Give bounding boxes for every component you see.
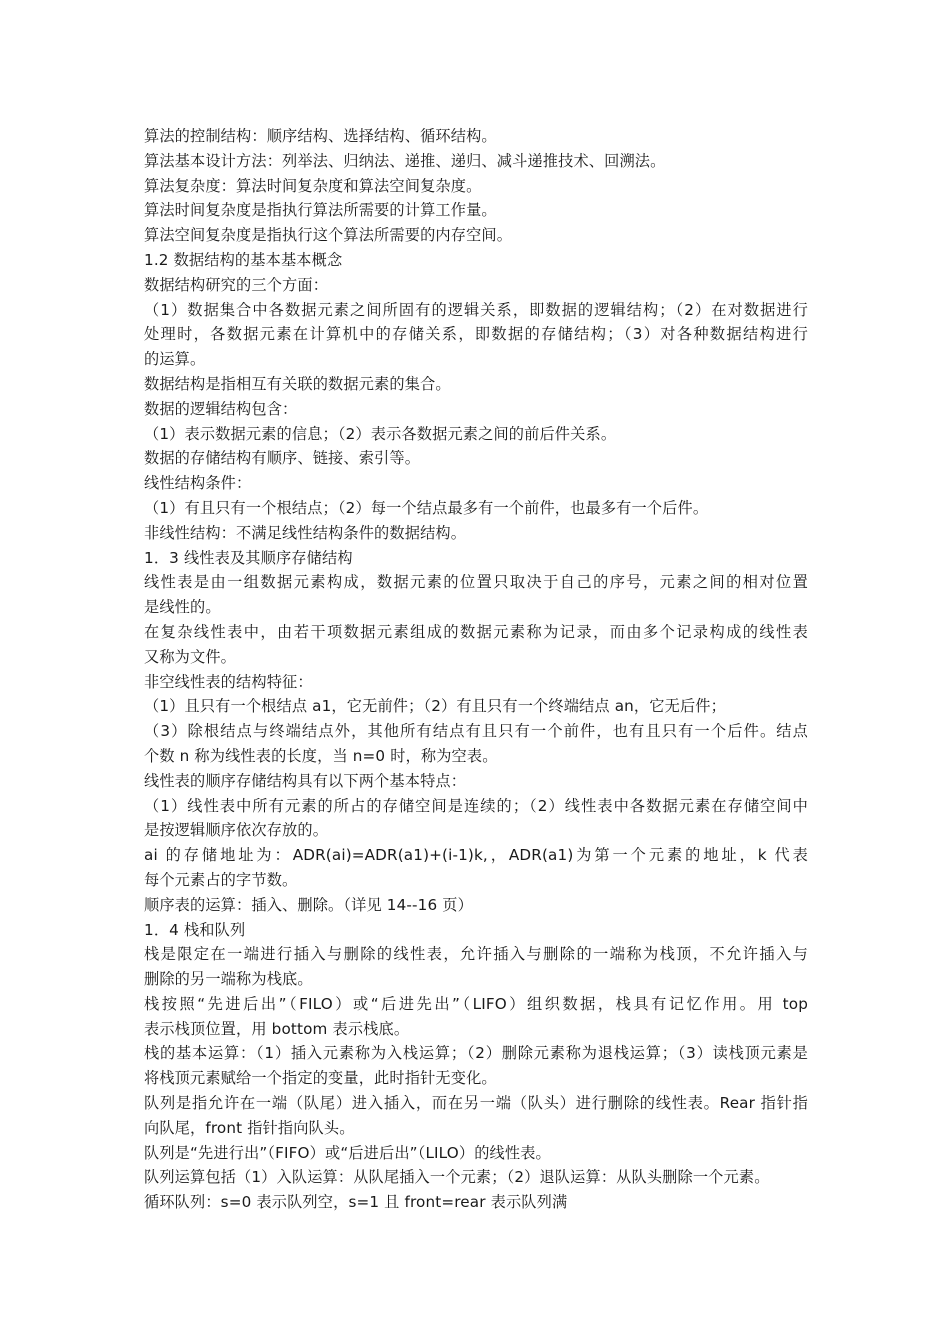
- text-line: （1）线性表中所有元素的所占的存储空间是连续的；（2）线性表中各数据元素在存储空间中: [144, 796, 808, 815]
- paragraph: [144, 670, 808, 695]
- paragraph: [144, 694, 808, 719]
- paragraph: [144, 198, 808, 223]
- text-line: 算法复杂度：算法时间复杂度和算法空间复杂度。: [144, 176, 482, 195]
- text-line: 向队尾，front 指针指向队头。: [144, 1118, 355, 1137]
- text-line: 栈是限定在一端进行插入与删除的线性表，允许插入与删除的一端称为栈顶，不允许插入与: [144, 945, 808, 964]
- text-line: 每个元素占的字节数。: [144, 870, 298, 889]
- paragraph: [144, 496, 808, 521]
- paragraph: [144, 942, 808, 992]
- text-line: 栈的基本运算：（1）插入元素称为入栈运算；（2）删除元素称为退栈运算；（3）读栈顶元素是: [144, 1044, 808, 1063]
- paragraph: [144, 1165, 808, 1190]
- text-line: 处理时，各数据元素在计算机中的存储关系，即数据的存储结构；（3）对各种数据结构进行: [144, 325, 808, 344]
- text-line: 个数 n 称为线性表的长度，当 n=0 时，称为空表。: [144, 746, 498, 765]
- paragraph: [144, 546, 808, 571]
- text-line: 数据结构研究的三个方面：: [144, 275, 329, 294]
- text-line: 算法的控制结构：顺序结构、选择结构、循环结构。: [144, 127, 497, 145]
- text-line: 算法时间复杂度是指执行算法所需要的计算工作量。: [144, 201, 497, 220]
- text-line: 算法空间复杂度是指执行这个算法所需要的内存空间。: [144, 226, 513, 245]
- document-body: [144, 124, 808, 1215]
- paragraph: [144, 769, 808, 794]
- text-line: 数据的逻辑结构包含：: [144, 399, 298, 418]
- text-line: 非线性结构：不满足线性结构条件的数据结构。: [144, 523, 467, 542]
- paragraph: [144, 992, 808, 1042]
- paragraph: [144, 174, 808, 199]
- text-line: 又称为文件。: [144, 647, 237, 666]
- paragraph: [144, 223, 808, 248]
- text-line: 栈按照“先进后出”（FILO）或“后进先出”（LIFO）组织数据，栈具有记忆作用。用 top: [144, 994, 808, 1013]
- paragraph: [144, 471, 808, 496]
- text-line: 线性表的顺序存储结构具有以下两个基本特点：: [144, 771, 467, 790]
- text-line: 在复杂线性表中，由若干项数据元素组成的数据元素称为记录，而由多个记录构成的线性表: [144, 622, 808, 641]
- text-line: 循环队列：s=0 表示队列空，s=1 且 front=rear 表示队列满: [144, 1193, 568, 1212]
- paragraph: [144, 620, 808, 670]
- text-line: 删除的另一端称为栈底。: [144, 970, 313, 989]
- paragraph: [144, 1190, 808, 1215]
- paragraph: [144, 794, 808, 844]
- text-line: 表示栈顶位置，用 bottom 表示栈底。: [144, 1019, 410, 1038]
- paragraph: [144, 372, 808, 397]
- text-line: ai 的存储地址为：ADR(ai)=ADR(a1)+(i-1)k,，ADR(a1)为第一个元素的地址，k 代表: [144, 846, 808, 865]
- text-line: 算法基本设计方法：列举法、归纳法、递推、递归、减斗递推技术、回溯法。: [144, 151, 666, 170]
- text-line: 线性表是由一组数据元素构成，数据元素的位置只取决于自己的序号，元素之间的相对位置: [144, 573, 808, 592]
- text-line: 1．4 栈和队列: [144, 920, 246, 939]
- paragraph: [144, 1141, 808, 1166]
- paragraph: [144, 397, 808, 422]
- paragraph: [144, 422, 808, 447]
- paragraph: [144, 893, 808, 918]
- text-line: （1）表示数据元素的信息；（2）表示各数据元素之间的前后件关系。: [144, 424, 617, 443]
- paragraph: [144, 124, 808, 149]
- paragraph: [144, 1041, 808, 1091]
- text-line: （1）有且只有一个根结点；（2）每一个结点最多有一个前件，也最多有一个后件。: [144, 498, 709, 517]
- text-line: 顺序表的运算：插入、删除。（详见 14--16 页）: [144, 895, 473, 914]
- paragraph: [144, 298, 808, 372]
- text-line: 线性结构条件：: [144, 474, 252, 493]
- paragraph: [144, 149, 808, 174]
- text-line: 是按逻辑顺序依次存放的。: [144, 821, 329, 840]
- text-line: （3）除根结点与终端结点外，其他所有结点有且只有一个前件，也有且只有一个后件。结点: [144, 722, 808, 741]
- text-line: 队列是“先进行出”（FIFO）或“后进后出”（LILO）的线性表。: [144, 1143, 551, 1162]
- text-line: 非空线性表的结构特征：: [144, 672, 313, 691]
- text-line: 数据结构是指相互有关联的数据元素的集合。: [144, 374, 451, 393]
- text-line: 队列是指允许在一端（队尾）进入插入，而在另一端（队头）进行删除的线性表。Rear 指针指: [144, 1094, 808, 1113]
- paragraph: [144, 570, 808, 620]
- text-line: 的运算。: [144, 350, 206, 369]
- paragraph: [144, 918, 808, 943]
- paragraph: [144, 521, 808, 546]
- paragraph: [144, 273, 808, 298]
- text-line: （1）且只有一个根结点 a1，它无前件；（2）有且只有一个终端结点 an，它无后件；: [144, 697, 726, 716]
- text-line: 队列运算包括（1）入队运算：从队尾插入一个元素；（2）退队运算：从队头删除一个元素。: [144, 1168, 770, 1187]
- text-line: 1．3 线性表及其顺序存储结构: [144, 548, 353, 567]
- text-line: 将栈顶元素赋给一个指定的变量，此时指针无变化。: [144, 1069, 497, 1088]
- text-line: 1.2 数据结构的基本基本概念: [144, 250, 343, 269]
- paragraph: [144, 719, 808, 769]
- paragraph: [144, 446, 808, 471]
- paragraph: [144, 248, 808, 273]
- text-line: 数据的存储结构有顺序、链接、索引等。: [144, 449, 421, 468]
- text-line: 是线性的。: [144, 598, 221, 617]
- text-line: （1）数据集合中各数据元素之间所固有的逻辑关系，即数据的逻辑结构；（2）在对数据进行: [144, 300, 808, 319]
- paragraph: [144, 843, 808, 893]
- paragraph: [144, 1091, 808, 1141]
